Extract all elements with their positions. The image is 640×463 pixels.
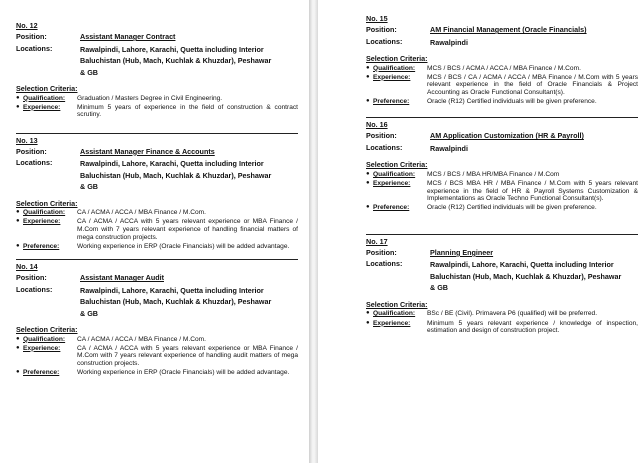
criteria-item xyxy=(16,209,298,217)
job-number: No. 13 xyxy=(16,135,38,145)
page-gutter xyxy=(309,0,318,463)
job-block-14 xyxy=(16,259,298,376)
bullet-icon: ● xyxy=(366,73,370,80)
locations-row xyxy=(16,285,298,320)
job-block-12 xyxy=(16,21,298,119)
locations-row xyxy=(366,143,638,155)
locations-label: Locations: xyxy=(366,142,403,152)
section-divider xyxy=(366,117,638,118)
criteria-value: CA / ACMA / ACCA / MBA Finance / M.Com. xyxy=(77,209,206,217)
position-label: Position: xyxy=(16,273,47,283)
criteria-item xyxy=(16,336,298,344)
locations-line: & GB xyxy=(80,182,98,192)
locations-line: Rawalpindi, Lahore, Karachi, Quetta including Interior xyxy=(430,260,614,270)
locations-line: Baluchistan (Hub, Mach, Kuchlak & Khuzdar), Peshawar xyxy=(80,56,272,65)
criteria-key: Experience: xyxy=(373,319,411,327)
criteria-value: Minimum 5 years of experience in the field of construction & contract scrutiny. xyxy=(77,103,298,119)
criteria-item xyxy=(366,204,638,212)
position-title: Assistant Manager Audit xyxy=(80,273,164,283)
bullet-icon: ● xyxy=(16,335,20,342)
bullet-icon: ● xyxy=(16,209,20,216)
criteria-key: Qualification: xyxy=(23,335,66,343)
section-divider xyxy=(16,133,298,134)
job-number: No. 15 xyxy=(366,14,388,23)
position-title: Assistant Manager Contract xyxy=(80,32,176,41)
locations-line: Rawalpindi xyxy=(430,143,468,153)
position-label: Position: xyxy=(366,25,397,34)
position-label: Position: xyxy=(16,32,47,41)
locations-line: Rawalpindi xyxy=(430,37,468,47)
selection-criteria-title: Selection Criteria: xyxy=(16,84,78,93)
locations-line: Rawalpindi, Lahore, Karachi, Quetta including Interior xyxy=(80,159,264,169)
locations-row xyxy=(16,158,298,193)
criteria-value: CA / ACMA / ACCA / MBA Finance / M.Com. xyxy=(77,335,206,343)
criteria-value: Oracle (R12) Certified individuals will be given preference. xyxy=(427,204,597,212)
locations-line: Rawalpindi, Lahore, Karachi, Quetta including Interior xyxy=(80,44,264,54)
position-title: AM Financial Management (Oracle Financials) xyxy=(430,25,587,34)
selection-criteria-title: Selection Criteria: xyxy=(366,299,428,309)
bullet-icon: ● xyxy=(16,94,20,101)
criteria-item xyxy=(16,243,298,251)
locations-line: & GB xyxy=(430,283,448,293)
left-page xyxy=(0,0,309,463)
criteria-key: Experience: xyxy=(373,73,411,81)
criteria-key: Preference: xyxy=(373,97,410,105)
criteria-value: Minimum 5 years relevant experience / knowledge of inspection, estimation and design of construction project. xyxy=(427,319,638,335)
criteria-value: MCS / BCS MBA HR / MBA Finance / M.Com with 5 years relevant experience in the field of HR & Payroll Systems Customization & Implementations as Oracle Techno Functional Consultant(s). xyxy=(427,180,638,203)
criteria-value: Graduation / Masters Degree in Civil Engineering. xyxy=(77,94,223,102)
position-title: AM Application Customization (HR & Payroll) xyxy=(430,131,584,141)
locations-value xyxy=(430,37,638,49)
bullet-icon: ● xyxy=(366,319,370,326)
bullet-icon: ● xyxy=(16,344,20,351)
criteria-item xyxy=(16,218,298,241)
criteria-item xyxy=(16,345,298,368)
section-divider xyxy=(16,259,298,260)
job-number: No. 12 xyxy=(16,21,38,30)
bullet-icon: ● xyxy=(16,218,20,225)
criteria-item xyxy=(16,369,298,377)
bullet-icon: ● xyxy=(366,64,370,71)
position-title: Assistant Manager Finance & Accounts xyxy=(80,146,215,156)
criteria-key: Preference: xyxy=(23,242,60,250)
criteria-item xyxy=(366,74,638,97)
job-number: No. 17 xyxy=(366,236,388,246)
locations-line: & GB xyxy=(80,308,98,318)
bullet-icon: ● xyxy=(366,97,370,104)
criteria-key: Experience: xyxy=(23,103,61,111)
job-number: No. 16 xyxy=(366,120,388,130)
locations-value xyxy=(430,259,638,294)
criteria-value: Working experience in ERP (Oracle Financials) will be added advantage. xyxy=(77,369,290,377)
criteria-item xyxy=(366,320,638,335)
criteria-item xyxy=(16,95,298,103)
job-block-17 xyxy=(366,234,638,335)
criteria-item xyxy=(366,65,638,73)
job-block-13 xyxy=(16,133,298,250)
criteria-key: Experience: xyxy=(373,180,411,188)
position-row xyxy=(16,147,298,157)
criteria-key: Preference: xyxy=(23,369,60,377)
criteria-value: MCS / BCS / ACMA / ACCA / MBA Finance / M.Com. xyxy=(427,64,581,72)
bullet-icon: ● xyxy=(16,242,20,249)
criteria-item xyxy=(366,171,638,179)
bullet-icon: ● xyxy=(366,310,370,317)
criteria-value: BSc / BE (Civil). Primavera P6 (qualified) will be preferred. xyxy=(427,310,598,318)
criteria-value: MCS / BCS / MBA HR/MBA Finance / M.Com xyxy=(427,170,560,178)
criteria-key: Qualification: xyxy=(373,170,416,178)
criteria-key: Experience: xyxy=(23,344,61,352)
locations-value xyxy=(80,44,298,79)
bullet-icon: ● xyxy=(16,103,20,110)
criteria-key: Qualification: xyxy=(373,64,416,72)
locations-row xyxy=(366,37,638,49)
criteria-key: Qualification: xyxy=(23,94,66,102)
locations-label: Locations: xyxy=(366,36,403,46)
right-page xyxy=(318,0,640,463)
criteria-item xyxy=(366,180,638,203)
position-row xyxy=(16,32,298,42)
locations-line: Baluchistan (Hub, Mach, Kuchlak & Khuzdar), Peshawar xyxy=(430,271,622,281)
job-block-15 xyxy=(366,14,638,105)
left-column xyxy=(16,21,298,377)
job-number: No. 14 xyxy=(16,262,38,272)
position-label: Position: xyxy=(366,247,397,257)
locations-row xyxy=(366,259,638,294)
selection-criteria-title: Selection Criteria: xyxy=(366,54,428,63)
position-label: Position: xyxy=(16,146,47,156)
criteria-value: MCS / BCS / CA / ACMA / ACCA / MBA Finance / M.Com with 5 years relevant experience in the field of Oracle Financials & Project Accounting as Oracle Functional Consultant(s). xyxy=(427,73,638,96)
criteria-value: CA / ACMA / ACCA with 5 years relevant experience or MBA Finance / M.Com with 7 years relevant experience of handling audit matters of mega construction projects. xyxy=(77,344,298,368)
bullet-icon: ● xyxy=(16,369,20,376)
criteria-value: Working experience in ERP (Oracle Financials) will be added advantage. xyxy=(77,242,290,250)
criteria-key: Experience: xyxy=(23,218,61,226)
right-column xyxy=(366,14,638,335)
selection-criteria-title: Selection Criteria: xyxy=(366,160,428,170)
criteria-item xyxy=(366,98,638,106)
selection-criteria-title: Selection Criteria: xyxy=(16,198,78,208)
locations-line: Baluchistan (Hub, Mach, Kuchlak & Khuzdar), Peshawar xyxy=(80,297,272,307)
criteria-value: Oracle (R12) Certified individuals will be given preference. xyxy=(427,97,597,105)
locations-line: & GB xyxy=(80,67,98,77)
position-row xyxy=(366,248,638,258)
locations-label: Locations: xyxy=(16,284,53,294)
locations-label: Locations: xyxy=(16,158,53,168)
bullet-icon: ● xyxy=(366,170,370,177)
locations-value xyxy=(80,158,298,193)
locations-row xyxy=(16,44,298,79)
position-label: Position: xyxy=(366,131,397,141)
bullet-icon: ● xyxy=(366,180,370,187)
criteria-key: Qualification: xyxy=(373,310,416,318)
job-block-16 xyxy=(366,117,638,211)
locations-label: Locations: xyxy=(16,43,53,53)
criteria-value: CA / ACMA / ACCA with 5 years relevant experience or MBA Finance / M.Com with 7 years relevant experience of handling financial matters of mega construction projects. xyxy=(77,218,298,241)
locations-line: Baluchistan (Hub, Mach, Kuchlak & Khuzdar), Peshawar xyxy=(80,170,272,180)
section-divider xyxy=(366,234,638,235)
position-title: Planning Engineer xyxy=(430,247,494,257)
criteria-item xyxy=(366,310,638,318)
locations-value xyxy=(80,285,298,320)
locations-label: Locations: xyxy=(366,259,403,269)
position-row xyxy=(366,25,638,35)
criteria-item xyxy=(16,104,298,119)
bullet-icon: ● xyxy=(366,204,370,211)
position-row xyxy=(16,273,298,283)
selection-criteria-title: Selection Criteria: xyxy=(16,325,78,335)
criteria-key: Preference: xyxy=(373,204,410,212)
locations-line: Rawalpindi, Lahore, Karachi, Quetta including Interior xyxy=(80,285,264,295)
locations-value xyxy=(430,143,638,155)
position-row xyxy=(366,131,638,141)
criteria-key: Qualification: xyxy=(23,209,66,217)
